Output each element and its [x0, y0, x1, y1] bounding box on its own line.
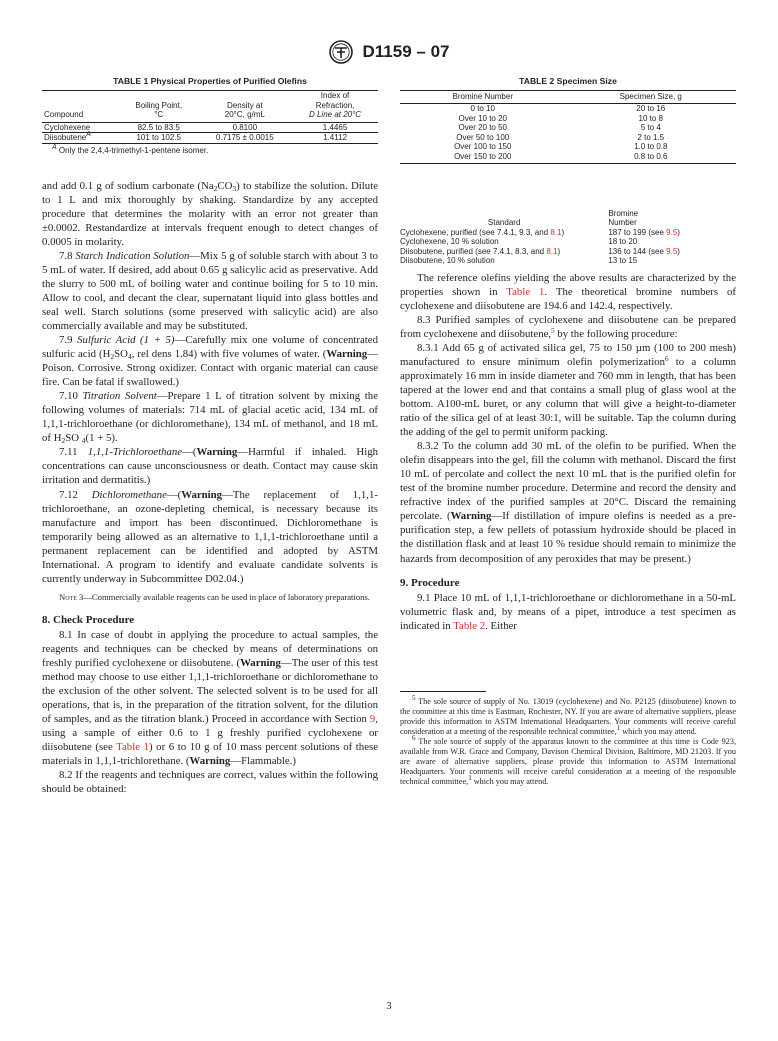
- table2-link[interactable]: Table 2: [453, 619, 486, 632]
- designation: D1159 – 07: [362, 42, 450, 61]
- astm-logo-icon: [329, 40, 353, 64]
- footnote-5: $^5$ The sole source of supply of No. 13019 (cyclohexene) and No. P2125 (diisobutene) known to the committee at this time is Eastman, Rochester, NY. If you are aware of alternative suppliers, please provide this information to ASTM International Headquarters. Your comments will receive careful consideration at a meeting of the responsible technical committee,$^1$ which you may attend.: [400, 693, 736, 736]
- page-header: [0, 40, 778, 64]
- paragraph-9-1: 9.1 Place 10 mL of 1,1,1-trichloroethane or dichloromethane in a 50-mL volumetric flask and, by means of a pipet, introduce a test specimen as indicated in Table 2. Either: [400, 591, 736, 632]
- table-row: Cyclohexene 82.5 to 83.5 0.8100 1.4465: [42, 122, 378, 133]
- table-row: Cyclohexene, purified (see 7.4.1, 9.3, and 8.1) 187 to 199 (see 9.5): [400, 227, 680, 237]
- section-8-heading: 8. Check Procedure: [42, 613, 135, 626]
- standards-table: Standard Bromine Number Cyclohexene, purified (see 7.4.1, 9.3, and 8.1) 187 to 199 (see 9.5) Cyclohexene, 10 % solution 18 to 20 Diisobutene, purified (see 7.4.1, 8.3, and 8.1) 136 to 144 (see 9.5) Diisobutene, 10 % solution 13 to 15: [400, 209, 736, 266]
- table2-header-bromine: Bromine Number: [400, 91, 566, 104]
- paragraph-reference-olefins: The reference olefins yielding the above results are characterized by the properties shown in Table 1. The theoretical bromine numbers of cyclohexene and diisobutene are 194.6 and 142.4, respectively.: [400, 271, 736, 312]
- section-8-1-link[interactable]: 8.1: [546, 246, 558, 256]
- footnote-divider: [400, 691, 486, 692]
- paragraph-8-3-1: 8.3.1 Add 65 g of activated silica gel, 75 to 150 µm (100 to 200 mesh) manufactured to ensure minimum olefin polymerization$^6$ to a column approximately 16 mm in inside diameter and 760 mm in length, that has been tapered at the lower end and that contains a small plug of glass wool at the bottom. A100-mL buret, or any column that will give a height-to-diameter ratio of the silica gel of at least 30:1, will be suitable. Tap the column during the adding of the gel to permit uniform packing.: [400, 341, 736, 439]
- table-row: Diisobutene$^A$ 101 to 102.5 0.7175 ± 0.0015 1.4112: [42, 133, 378, 144]
- section-9-link[interactable]: 9: [369, 713, 376, 726]
- paragraph-7-11: 7.11 1,1,1-Trichloroethane—(Warning—Harmful if inhaled. High concentrations can cause unconsciousness or death. Contact may cause skin irritation and dermatitis.): [42, 446, 378, 487]
- paragraph-7-8: 7.8 Starch Indication Solution—Mix 5 g of soluble starch with about 3 to 5 mL of water. If desired, add about 0.65 g salicylic acid as preservative. Add the slurry to 500 mL of boiling water and continue boiling for 5 to 10 min. Allow to cool, and decant the clear, supernatant liquid into glass bottles and seal well. Starch solutions (some preserved with salicylic acid) are also commercially available and may be substituted.: [42, 249, 379, 332]
- section-9-5-link[interactable]: 9.5: [666, 227, 678, 237]
- paragraph-8-2: 8.2 If the reagents and techniques are correct, values within the following should be obtained:: [42, 769, 378, 796]
- table1-header-compound: Compound: [42, 91, 120, 123]
- table-row: Cyclohexene, 10 % solution 18 to 20: [400, 237, 638, 247]
- paragraph-7-9: 7.9 Sulfuric Acid (1 + 5)—Carefully mix one volume of concentrated sulfuric acid ($H_2SO_4$, rel dens 1.84) with five volumes of water. (Warning—Poison. Corrosive. Strong oxidizer. Contact with organic material can cause fire. Can be fatal if swallowed.): [42, 334, 378, 389]
- paragraph-8-1: 8.1 In case of doubt in applying the procedure to actual samples, the reagents and techniques can be checked by means of determinations on freshly purified cyclohexene or diisobutene. (Warning—The user of this test method may choose to use either 1,1,1-trichloroethane or dichloromethane to the exclusion of the other solvent. The selected solvent is to be used for all operations, that is, in the preparation of the titration solvent, for the dilution of samples, and as the titration blank.) Proceed in accordance with Section 9, using a sample of either 0.6 to 1 g freshly purified cyclohexene or diisobutene (see Table 1) or 6 to 10 g of 10 mass percent solutions of these materials in 1,1,1-trichlorethane. (Warning—Flammable.): [42, 628, 378, 768]
- table2-header-size: Specimen Size, g: [566, 91, 736, 104]
- note-3: Note 3—Commercially available reagents can be used in place of laboratory preparations.: [59, 591, 370, 602]
- table-row: Diisobutene, 10 % solution 13 to 15: [400, 256, 638, 266]
- section-8-1-link[interactable]: 8.1: [550, 227, 562, 237]
- table2-caption: TABLE 2 Specimen Size: [519, 76, 617, 86]
- table1-link[interactable]: Table 1: [506, 285, 545, 298]
- table-row: Over 10 to 20 10 to 8: [458, 113, 663, 123]
- table1-link[interactable]: Table 1: [116, 741, 149, 754]
- table-row: Over 150 to 200 0.8 to 0.6: [400, 152, 736, 163]
- paragraph-7-7-cont: and add 0.1 g of sodium carbonate $(Na_2CO_3)$ to stabilize the solution. Dilute to 1 L and mix thoroughly by shaking. Standardize by any accepted procedure that determines the molarity with an error not greater than ±0.0002. Restandardize at intervals frequent enough to detect changes of 0.0005 in molarity.: [42, 179, 378, 248]
- table1-header-density: Density at 20°C, g/mL: [198, 91, 293, 123]
- table1-caption: TABLE 1 Physical Properties of Purified Olefins: [113, 76, 307, 86]
- table-row: Diisobutene, purified (see 7.4.1, 8.3, and 8.1) 136 to 144 (see 9.5): [400, 246, 680, 256]
- right-column: [400, 76, 736, 787]
- paragraph-7-12: 7.12 Dichloromethane—(Warning—The replacement of 1,1,1-trichloroethane, an ozone-depleting chemical, is necessary because its manufacture and import has been discontinued. Dichloromethane is temporarily being allowed as an alternative to 1,1,1-trichloroethane until a permanent replacement can be identified and adopted by ASTM International. A program to identify and evaluate candidate solvents is currently underway in Subcommittee D02.04.): [42, 488, 379, 585]
- left-column: [42, 76, 378, 796]
- table1-footnote: $^A$ Only the 2,4,4-trimethyl-1-pentene isomer.: [52, 143, 209, 155]
- table-row: 0 to 10 20 to 16: [470, 104, 666, 113]
- table1-header-bp: Boiling Point, °C: [120, 91, 198, 123]
- section-9-heading: 9. Procedure: [400, 576, 460, 589]
- paragraph-8-3: 8.3 Purified samples of cyclohexene and diisobutene can be prepared from cyclohexene and diisobutene,$^5$ by the following procedure:: [400, 313, 736, 340]
- table1-header-ri: Index of Refraction, D Line at 20°C: [292, 91, 378, 123]
- table-row: Over 100 to 150 1.0 to 0.8: [454, 142, 668, 152]
- table-row: Over 20 to 50 5 to 4: [458, 123, 661, 133]
- section-9-5-link[interactable]: 9.5: [666, 246, 678, 256]
- table-row: Over 50 to 100 2 to 1.5: [456, 132, 665, 142]
- paragraph-8-3-2: 8.3.2 To the column add 30 mL of the olefin to be purified. When the olefin disappears into the gel, fill the column with methanol. Discard the first 10 mL of percolate and collect the next 10 mL that is the purified olefin for test of the bromine number procedure. Determine and record the density and refractive index of the purified samples at 20°C. Discard the remaining percolate. (Warning—If distillation of impure olefins is needed as a pre-purification step, a few pellets of potassium hydroxide should be placed in the distillation flask and at least 10 % residue should remain to minimize the hazards from decomposition of any peroxides that may be present.): [400, 440, 737, 565]
- page-number: 3: [386, 1000, 392, 1012]
- table2: [400, 90, 736, 164]
- paragraph-7-10: 7.10 Titration Solvent—Prepare 1 L of titration solvent by mixing the following volumes of materials: 714 mL of glacial acetic acid, 134 mL of 1,1,1-trichloroethane (or dichloromethane), 134 mL of methanol, and 18 mL of $H_2SO$ $_4$(1 + 5).: [42, 390, 378, 446]
- table1: [42, 90, 378, 144]
- footnote-6: $^6$ The sole source of supply of the apparatus known to the committee at this time is Code 923, available from W.R. Grace and Company, Davison Chemical Division, Baltimore, MD 21203. If you are aware of alternative suppliers, please provide this information to ASTM International Headquarters. Your comments will receive careful consideration at a meeting of the responsible technical committee,$^1$ which you may attend.: [400, 733, 736, 786]
